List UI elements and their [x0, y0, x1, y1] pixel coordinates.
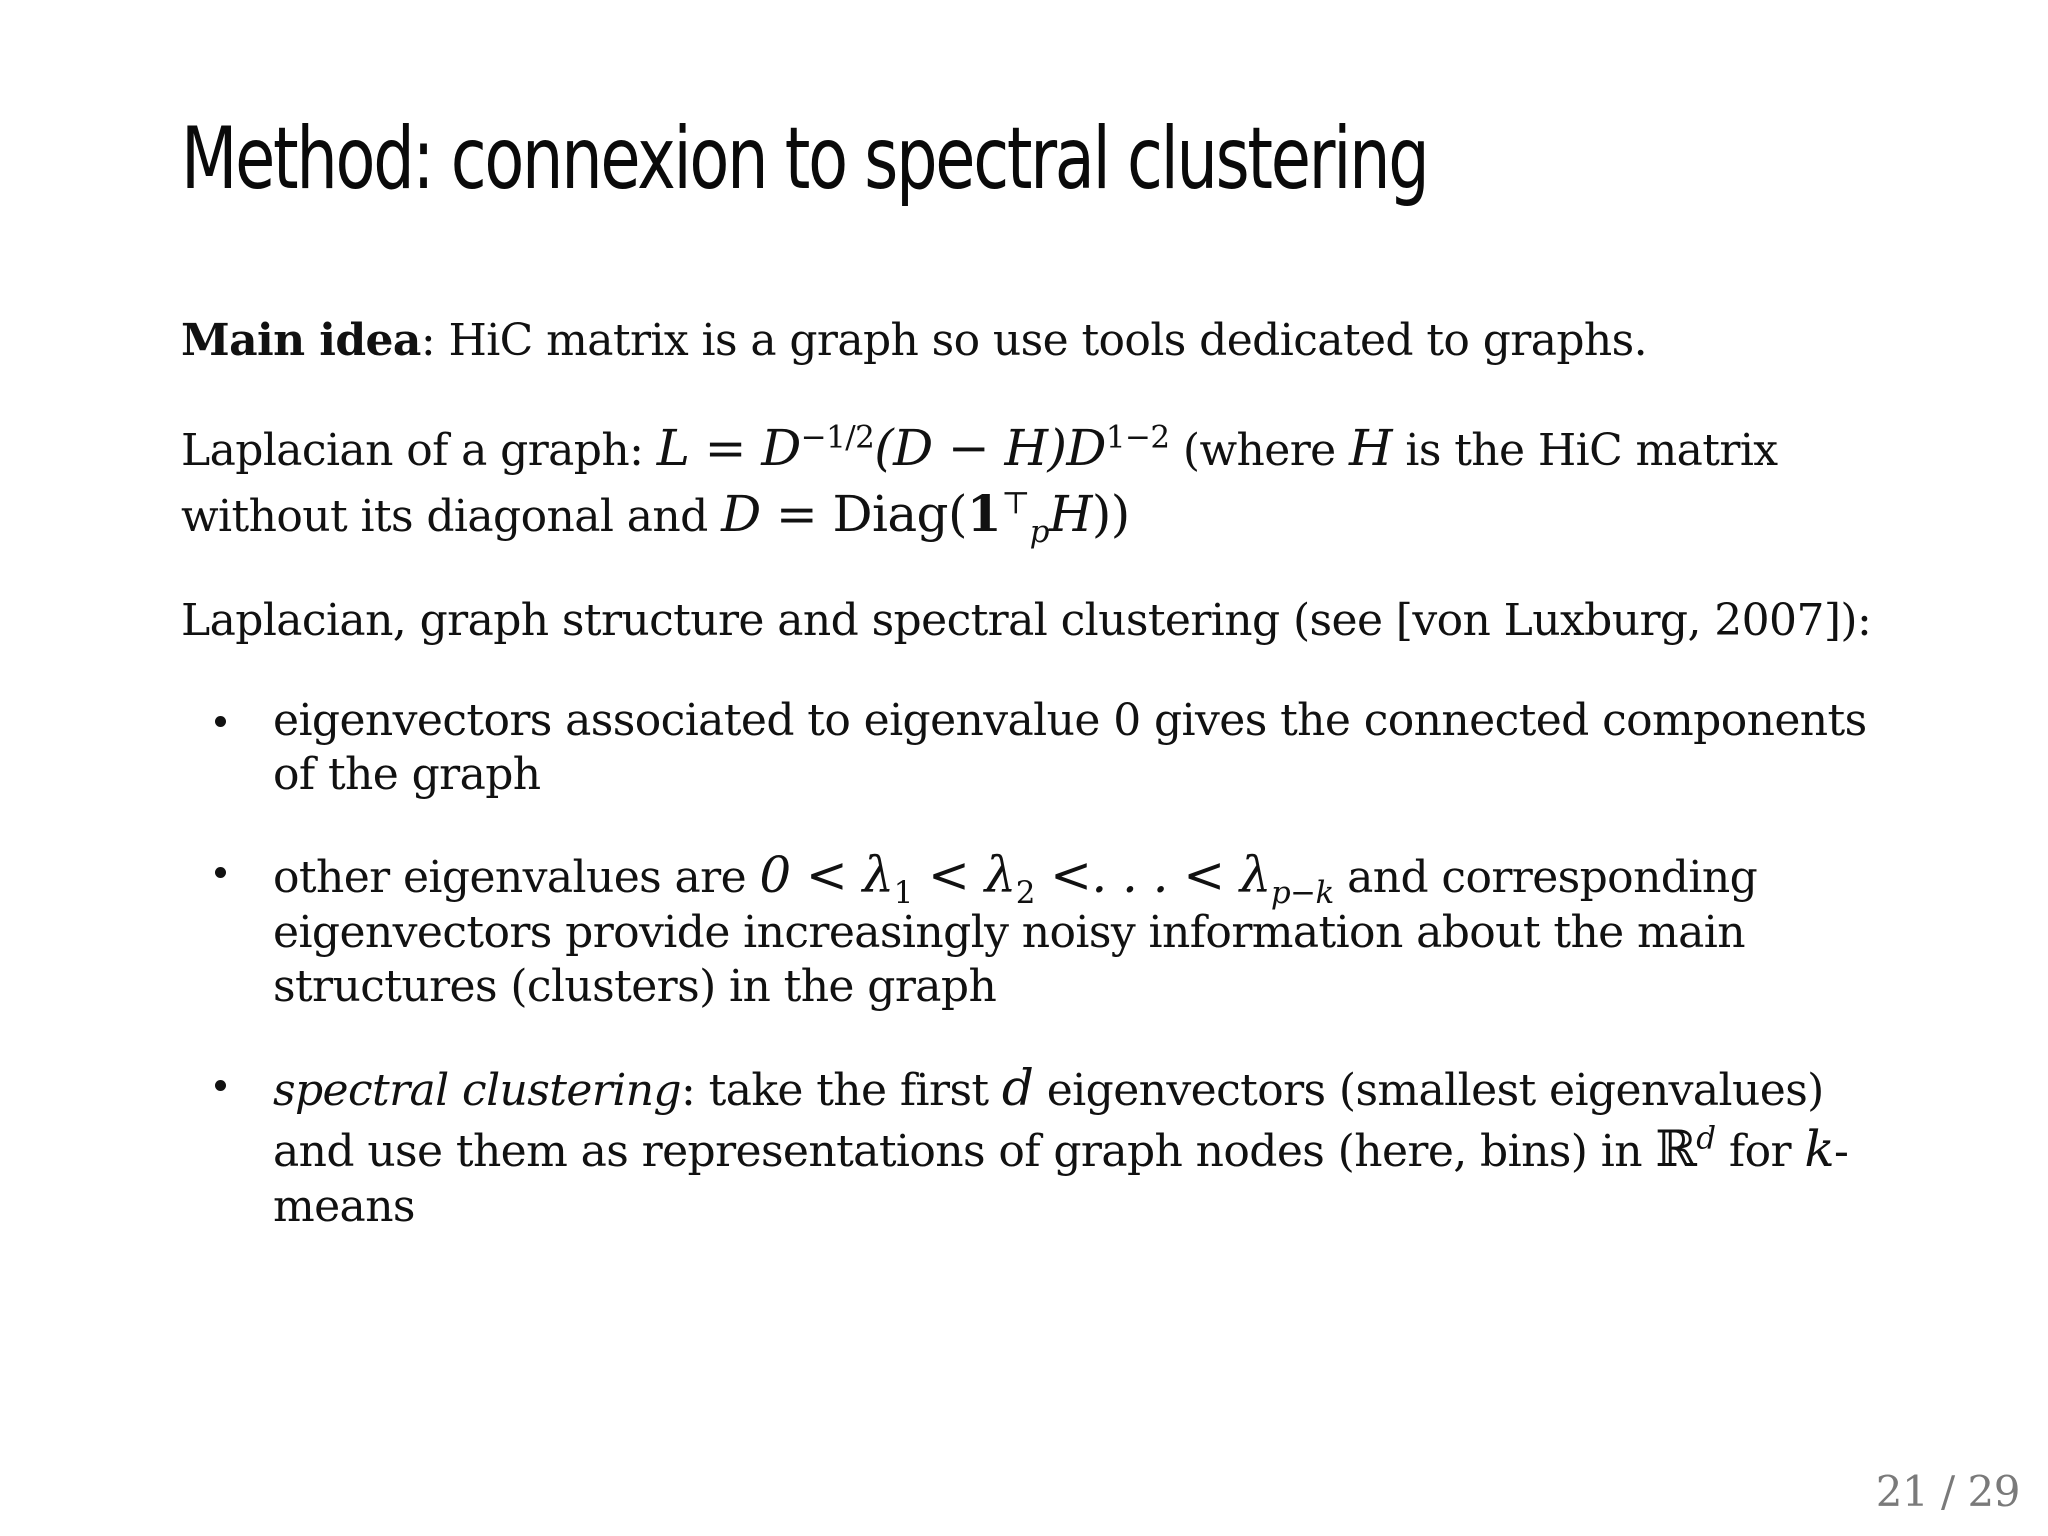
bullet-item-2 [273, 845, 1901, 1013]
bullet-3-emphasis: spectral clustering [273, 1064, 681, 1116]
diag-formula [721, 484, 1130, 551]
where-open: (where [1169, 424, 1349, 476]
main-idea-text: : HiC matrix is a graph so use tools dedicated to graphs. [420, 315, 1648, 366]
formula-exponent-1: −1/2 [800, 418, 875, 455]
formula-L: L [656, 418, 690, 477]
diag-close: )) [1091, 485, 1130, 544]
eigen-start: 0 < λ [759, 846, 894, 905]
eigen-mid: < λ [912, 846, 1016, 905]
bullet-3-end: -means [273, 1125, 1849, 1232]
eigen-sub-2: 2 [1015, 875, 1035, 912]
eigen-sub-1: 1 [893, 875, 913, 912]
bullet-3-mid: eigenvectors (smallest eigenvalues) and use them as representations of graph nodes (here, bins) in [273, 1064, 1824, 1177]
eigen-sub-3: p−k [1270, 875, 1334, 912]
bullet-2-post: and corresponding eigenvectors provide increasingly noisy information about the main structures (clusters) in the graph [273, 852, 1758, 1013]
diag-ones-vector: 1 [966, 484, 1002, 544]
math-k: k [1804, 1119, 1835, 1178]
bullet-1-text: eigenvectors associated to eigenvalue 0 gives the connected components of the graph [273, 695, 1867, 800]
math-d: d [1001, 1058, 1034, 1117]
formula-D1: D [761, 418, 801, 477]
bullet-3-for: for [1715, 1125, 1805, 1177]
bullet-item-3 [273, 1058, 1901, 1234]
formula-equals: = [689, 418, 762, 477]
diag-transpose: ⊤ [1001, 485, 1030, 522]
where-H: H [1348, 418, 1392, 477]
diag-H: H [1048, 485, 1092, 544]
diag-equals: = [760, 485, 833, 544]
where-text: is the HiC matrix without its diagonal and [181, 424, 1778, 543]
bullet-dot [215, 716, 226, 727]
bullet-2-pre: other eigenvalues are [273, 852, 760, 904]
formula-D2: D [1066, 418, 1106, 477]
bullet-dot [215, 1080, 226, 1091]
laplacian-intro: Laplacian of a graph: [181, 424, 657, 476]
slide-body [181, 312, 1901, 1277]
bullet-list [181, 694, 1901, 1233]
real-space-exponent: d [1696, 1120, 1716, 1157]
real-space [1655, 1120, 1715, 1178]
main-idea-paragraph [181, 312, 1901, 371]
eigenvalue-ordering [759, 846, 1334, 912]
laplacian-definition [181, 415, 1901, 551]
diag-function: Diag( [832, 485, 967, 544]
main-idea-label: Main idea [181, 315, 421, 366]
spectral-intro: Laplacian, graph structure and spectral clustering (see [von Luxburg, 2007]): [181, 594, 1872, 646]
formula-exponent-2: 1−2 [1105, 418, 1170, 455]
diag-D: D [721, 485, 761, 544]
bullet-3-pre: : take the first [681, 1064, 1002, 1116]
laplacian-formula [657, 419, 1170, 477]
diag-subscript: p [1029, 514, 1049, 551]
page-number: 21 / 29 [1875, 1467, 2020, 1516]
real-numbers-symbol: ℝ [1655, 1119, 1697, 1178]
eigen-dots: <. . . < λ [1034, 846, 1271, 905]
slide-title: Method: connexion to spectral clustering [181, 109, 1428, 209]
formula-middle: (D − H) [874, 418, 1067, 477]
bullet-dot [215, 867, 226, 878]
bullet-item-1 [273, 694, 1901, 801]
